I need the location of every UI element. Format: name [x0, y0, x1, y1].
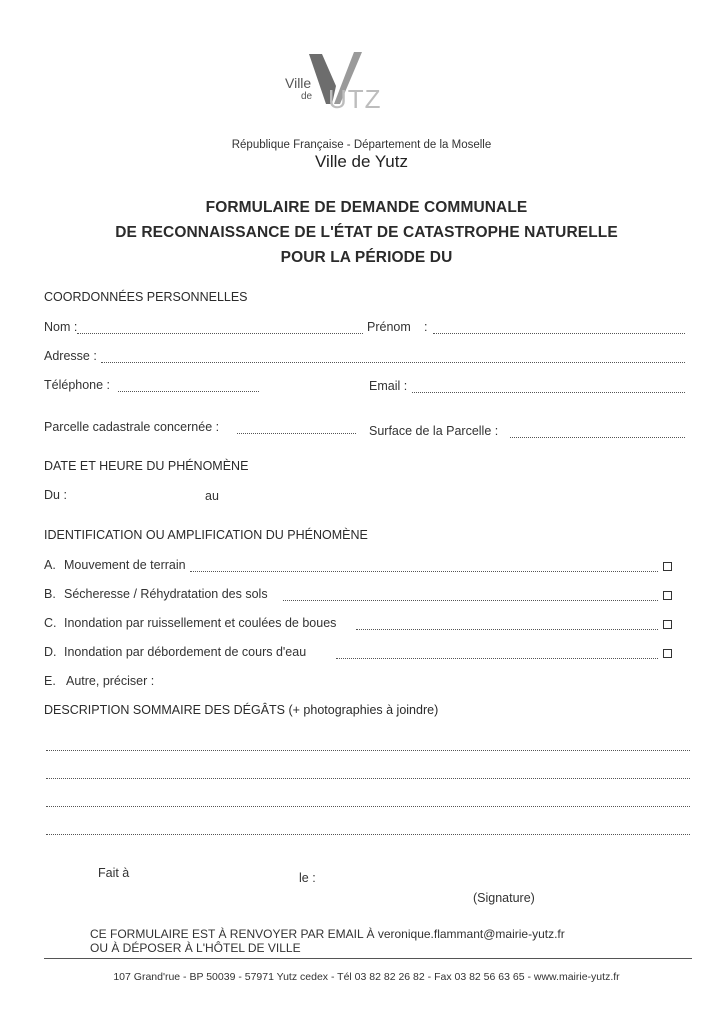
item-b-checkbox[interactable] [663, 591, 672, 600]
title-line-1: FORMULAIRE DE DEMANDE COMMUNALE [205, 199, 528, 216]
adresse-field[interactable] [101, 362, 685, 363]
item-b-label: Sécheresse / Réhydratation des sols [64, 587, 268, 601]
send-line-2: OU À DÉPOSER À L'HÔTEL DE VILLE [90, 941, 301, 955]
personal-heading: COORDONNÉES PERSONNELLES [44, 290, 248, 304]
prenom-field[interactable] [433, 333, 685, 334]
surface-label: Surface de la Parcelle : [369, 424, 499, 438]
du-label: Du : [44, 488, 67, 502]
logo-utz-text: UTZ [328, 84, 382, 114]
title-line-3: POUR LA PÉRIODE DU [280, 249, 453, 266]
item-a-checkbox[interactable] [663, 562, 672, 571]
item-e-label: Autre, préciser : [66, 674, 155, 688]
nom-field[interactable] [77, 333, 363, 334]
ville-de-yutz-logo [276, 42, 388, 118]
description-heading: DESCRIPTION SOMMAIRE DES DÉGÂTS (+ photographies à joindre) [44, 703, 439, 717]
item-c-letter: C. [44, 616, 57, 630]
item-b-leader [283, 600, 658, 601]
date-heading: DATE ET HEURE DU PHÉNOMÈNE [44, 459, 249, 473]
send-line-1: CE FORMULAIRE EST À RENVOYER PAR EMAIL À veronique.flammant@mairie-yutz.fr [90, 927, 565, 941]
au-label: au [205, 489, 219, 503]
le-label: le : [299, 871, 316, 885]
item-a-letter: A. [44, 558, 56, 572]
description-line-3[interactable] [46, 806, 690, 807]
ville-line: Ville de Yutz [315, 152, 408, 171]
item-d-letter: D. [44, 645, 57, 659]
signature-label: (Signature) [473, 891, 535, 905]
prenom-colon: : [424, 320, 428, 334]
item-a-leader [190, 571, 658, 572]
footer-divider [44, 958, 692, 959]
description-line-1[interactable] [46, 750, 690, 751]
footer-address: 107 Grand'rue - BP 50039 - 57971 Yutz cedex - Tél 03 82 82 26 82 - Fax 03 82 56 63 65 - www.mairie-yutz.fr [113, 971, 620, 983]
surface-field[interactable] [510, 437, 685, 438]
parcelle-label: Parcelle cadastrale concernée : [44, 420, 220, 434]
parcelle-field[interactable] [237, 433, 356, 434]
item-b-letter: B. [44, 587, 56, 601]
republique-line: République Française - Département de la Moselle [231, 139, 492, 151]
prenom-label: Prénom [367, 320, 411, 334]
item-d-label: Inondation par débordement de cours d'eau [64, 645, 307, 659]
item-d-leader [336, 658, 658, 659]
fait-a-label: Fait à [98, 866, 130, 880]
description-line-2[interactable] [46, 778, 690, 779]
item-d-checkbox[interactable] [663, 649, 672, 658]
item-c-label: Inondation par ruissellement et coulées de boues [64, 616, 337, 630]
email-field[interactable] [412, 392, 685, 393]
telephone-label: Téléphone : [44, 378, 111, 392]
title-line-2: DE RECONNAISSANCE DE L'ÉTAT DE CATASTROPHE NATURELLE [115, 224, 618, 241]
item-c-leader [356, 629, 658, 630]
item-a-label: Mouvement de terrain [64, 558, 186, 572]
logo-de-text: de [301, 91, 313, 102]
nom-label: Nom : [44, 320, 78, 334]
logo-ville-text: Ville [285, 75, 312, 91]
item-e-letter: E. [44, 674, 56, 688]
item-c-checkbox[interactable] [663, 620, 672, 629]
email-label: Email : [369, 379, 408, 393]
identification-heading: IDENTIFICATION OU AMPLIFICATION DU PHÉNOMÈNE [44, 528, 368, 542]
telephone-field[interactable] [118, 391, 259, 392]
description-line-4[interactable] [46, 834, 690, 835]
adresse-label: Adresse : [44, 349, 97, 363]
